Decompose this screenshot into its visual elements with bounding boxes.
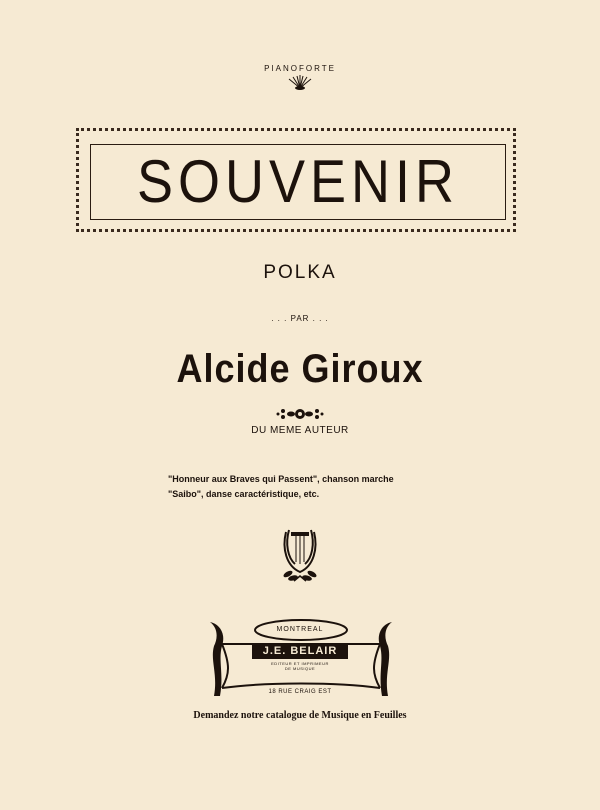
lyre-wreath-icon [280,524,320,584]
publisher-city: MONTREAL [276,626,324,633]
catalogue-notice: Demandez notre catalogue de Musique en Feuilles [193,710,407,721]
page-title: SOUVENIR [136,148,460,216]
instrument-label: PIANOFORTE [264,64,336,73]
fan-ornament-icon [286,74,314,90]
composer-name: Alcide Giroux [176,345,424,391]
by-label: . . . PAR . . . [271,314,329,323]
other-work-item: "Saibo", danse caractéristique, etc. [168,489,320,499]
genre-label: POLKA [263,262,337,283]
publisher-address: 18 RUE CRAIG EST [268,689,332,695]
floral-ornament-icon [276,406,324,422]
publisher-role: EDITEUR ET IMPRIMEUR DE MUSIQUE [271,661,329,671]
publisher-name: J.E. BELAIR [252,643,348,659]
other-work-item: "Honneur aux Braves qui Passent", chanson marche [168,474,394,484]
other-works-heading: DU MEME AUTEUR [251,425,349,436]
